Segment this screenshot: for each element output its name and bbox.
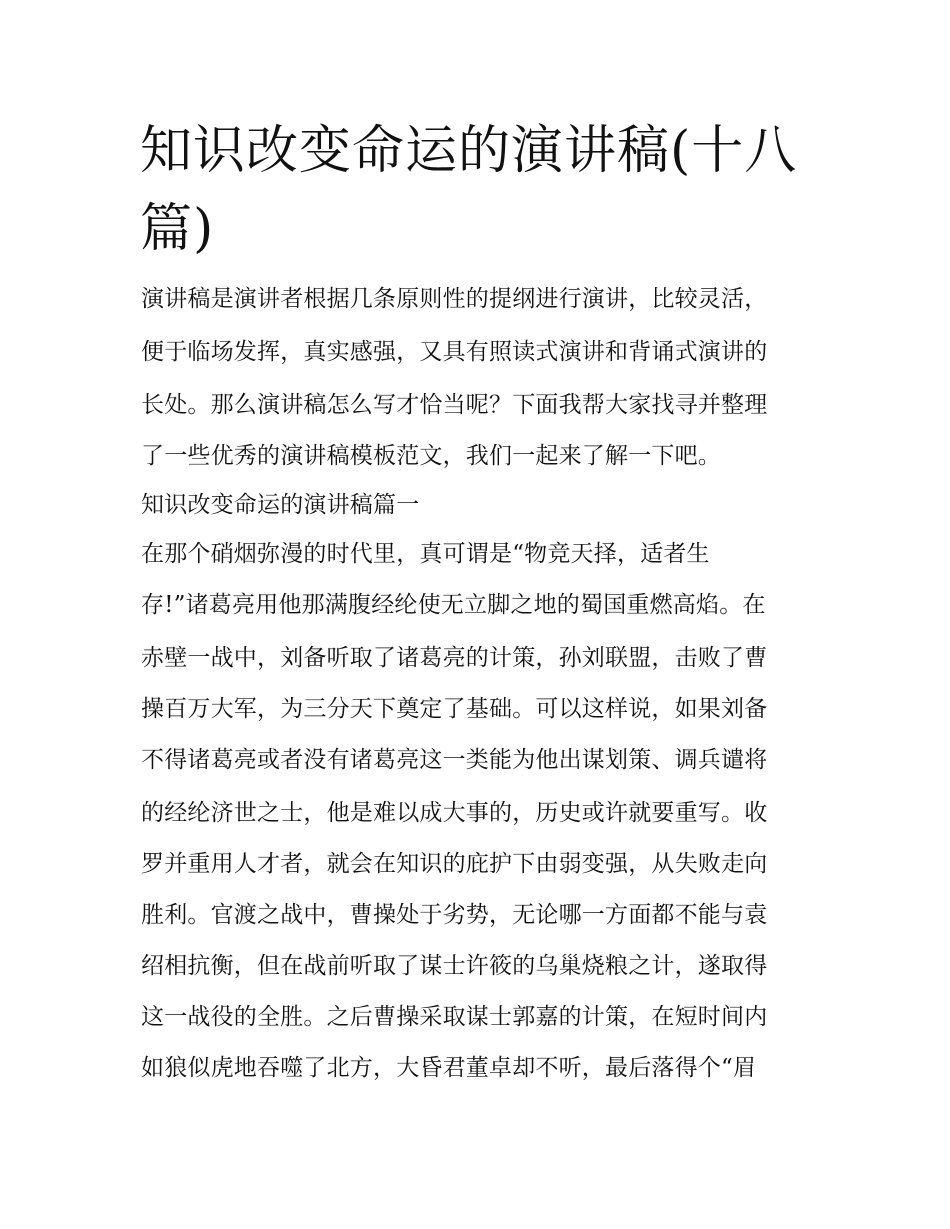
section-heading: 知识改变命运的演讲稿篇一 bbox=[141, 492, 420, 518]
intro-line: 了一些优秀的演讲稿模板范文，我们一起来了解一下吧。 bbox=[141, 443, 721, 469]
body-line: 胜利。官渡之战中，曹操处于劣势，无论哪一方面都不能与袁 bbox=[141, 902, 768, 928]
intro-line: 便于临场发挥，真实感强，又具有照读式演讲和背诵式演讲的 bbox=[141, 339, 768, 365]
body-line: 罗并重用人才者，就会在知识的庇护下由弱变强，从失败走向 bbox=[141, 851, 768, 877]
body-line: 不得诸葛亮或者没有诸葛亮这一类能为他出谋划策、调兵谴将 bbox=[141, 747, 768, 773]
title-line-2: 篇) bbox=[140, 199, 215, 259]
title-line-1: 知识改变命运的演讲稿(十八 bbox=[140, 121, 798, 181]
body-line: 的经纶济世之士，他是难以成大事的，历史或许就要重写。收 bbox=[141, 800, 768, 826]
body-line: 在那个硝烟弥漫的时代里，真可谓是“物竞天择，适者生 bbox=[141, 541, 710, 567]
body-line: 这一战役的全胜。之后曹操采取谋士郭嘉的计策，在短时间内 bbox=[141, 1004, 768, 1030]
document-title bbox=[140, 112, 820, 268]
body-line: 绍相抗衡，但在战前听取了谋士许筱的乌巢烧粮之计，遂取得 bbox=[141, 953, 768, 979]
intro-line: 长处。那么演讲稿怎么写才恰当呢？下面我帮大家找寻并整理 bbox=[141, 392, 768, 418]
body-line: 操百万大军，为三分天下奠定了基础。可以这样说，如果刘备 bbox=[141, 696, 768, 722]
body-line: 如狼似虎地吞噬了北方，大昏君董卓却不听，最后落得个“眉 bbox=[141, 1055, 757, 1081]
intro-line: 演讲稿是演讲者根据几条原则性的提纲进行演讲，比较灵活， bbox=[141, 286, 768, 312]
body-line: 赤壁一战中，刘备听取了诸葛亮的计策，孙刘联盟，击败了曹 bbox=[141, 645, 768, 671]
body-line: 存!”诸葛亮用他那满腹经纶使无立脚之地的蜀国重燃高焰。在 bbox=[141, 592, 766, 618]
